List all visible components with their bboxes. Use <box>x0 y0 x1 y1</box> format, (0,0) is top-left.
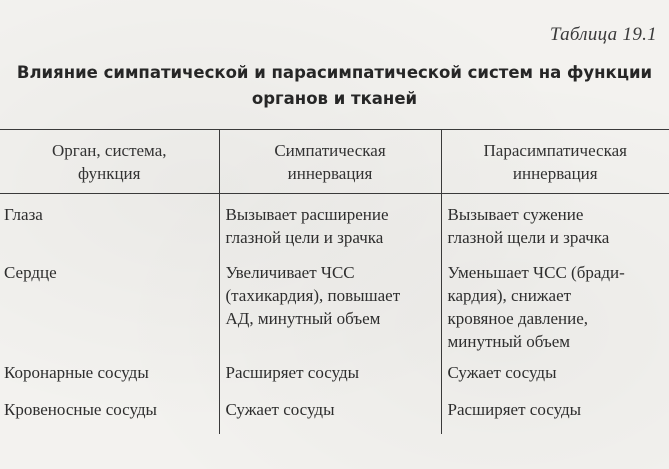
cell-line: Расширяет сосуды <box>447 400 582 419</box>
cell-parasympathetic <box>441 194 669 256</box>
table-header-row <box>0 130 669 194</box>
header-sympathetic-line-2: иннервация <box>287 163 373 183</box>
header-parasympathetic <box>441 130 669 194</box>
header-organ-line-2: функция <box>78 163 141 183</box>
header-sympathetic-line-1: Симпатическая <box>274 140 386 160</box>
cell-sympathetic <box>219 194 441 256</box>
cell-parasympathetic <box>441 361 669 397</box>
cell-sympathetic <box>219 361 441 397</box>
cell-organ: Коронарные сосуды <box>4 363 149 382</box>
cell-line: глазной щели и зрачка <box>447 228 610 247</box>
cell-line: (тахикардия), повышает <box>225 286 401 305</box>
table-row <box>0 361 669 397</box>
cell-organ: Сердце <box>4 263 57 282</box>
cell-organ: Кровеносные сосуды <box>4 400 157 419</box>
cell-line: АД, минутный объем <box>225 309 381 328</box>
cell-line: Сужает сосуды <box>225 400 335 419</box>
table-row <box>0 397 669 434</box>
header-parasympathetic-line-2: иннервация <box>512 163 598 183</box>
header-parasympathetic-line-1: Парасимпатическая <box>483 140 627 160</box>
cell-line: кардия), снижает <box>447 286 572 305</box>
header-sympathetic <box>219 130 441 194</box>
header-organ <box>0 130 219 194</box>
caption-line-1: Влияние симпатической и парасимпатической систем на функции <box>16 63 653 82</box>
cell-line: кровяное давление, <box>447 309 588 328</box>
table-number: Таблица 19.1 <box>549 24 657 45</box>
table-row <box>0 255 669 361</box>
effects-table <box>0 129 669 434</box>
cell-line: минутный объем <box>447 332 571 351</box>
cell-line: глазной цели и зрачка <box>225 228 384 247</box>
header-organ-line-1: Орган, система, <box>52 140 167 160</box>
cell-sympathetic <box>219 397 441 434</box>
table-caption <box>0 60 669 112</box>
cell-line: Увеличивает ЧСС <box>225 263 355 282</box>
table-row <box>0 194 669 256</box>
cell-line: Вызывает сужение <box>447 205 584 224</box>
caption-line-2: органов и тканей <box>251 89 418 108</box>
cell-parasympathetic <box>441 255 669 361</box>
cell-line: Уменьшает ЧСС (бради- <box>447 263 625 282</box>
cell-sympathetic <box>219 255 441 361</box>
cell-line: Сужает сосуды <box>447 363 557 382</box>
cell-line: Вызывает расширение <box>225 205 389 224</box>
cell-parasympathetic <box>441 397 669 434</box>
cell-organ: Глаза <box>4 205 43 224</box>
cell-line: Расширяет сосуды <box>225 363 360 382</box>
